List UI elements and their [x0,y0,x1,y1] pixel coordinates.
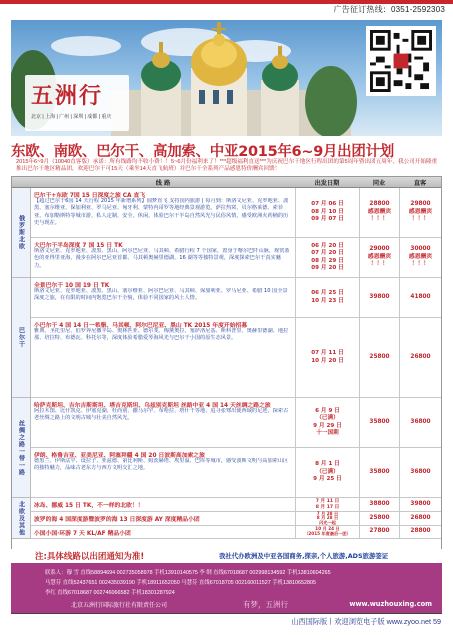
table-row[interactable] [31,278,441,318]
trade-price: 29000 感恩酬宾 ！！！ [359,238,399,277]
route-title: 哈萨克斯坦、吉尔吉斯斯坦、塔吉克斯坦、乌兹别克斯坦 丝路中亚 4 国 14 天丝绸之路之旅 [34,403,271,409]
direct-price: 30000 感恩酬宾 ！！！ [399,238,441,277]
table-row[interactable] [31,498,441,512]
itinerary-table [11,176,442,561]
departure-dates: 10 月 24 日 （2015 年度最后一团） [295,526,359,538]
table-row[interactable] [31,398,441,448]
departure-dates: 06 月 25 日 10 月 23 日 [295,278,359,317]
route-description: 德黑兰、伊斯法罕、设拉子、亚兹德、第比利斯、姆茨赫塔、埃里温、巴库等城市，感受波斯文明与高加索山区的独特魅力，品味古老东方与西方文明交汇之地。 [34,458,289,472]
direct-price: 39800 [399,498,441,511]
departure-dates: 07 月 11 日 10 月 20 日 [295,318,359,397]
contact-panel [11,563,442,613]
col-header-trade-price: 同业 [372,180,386,187]
trade-price: 35800 [359,448,399,497]
route-description: 阿拉木图、比什凯克、伊塞克湖、杜尚别、撒马尔罕、布哈拉、塔什干等地，追寻张骞出使西域的足迹，探索古老丝绸之路上的文明古城与壮美自然风光。 [34,408,289,422]
notice-itinerary-note: 注:具体线路以出团通知为准! [35,552,145,562]
contact-line: 李红 直线67018687 002746066582 手机18301287924 [45,590,175,596]
departure-dates: 7 月 11 日 8 月 17 日 [295,498,359,511]
table-row[interactable] [31,318,441,398]
direct-price: 26800 [399,512,441,525]
direct-price: 36800 [399,448,441,497]
page-headline: 东欧、南欧、巴尔干、高加索、中亚2015年6~9月出团计划 [11,144,394,160]
ad-hotline: 广告征订热线：0351-2592303 [333,5,445,14]
footer-rule [11,613,442,614]
page-footer: 山西国际版丨欢迎浏览电子版 www.zyoo.net 59 [291,617,441,626]
col-header-route: 线 路 [155,180,171,187]
direct-price: 28800 [399,526,441,538]
website-link[interactable]: www.wuzhouxing.com [349,600,432,608]
direct-price: 29800 感恩酬宾 ！！！ [399,188,441,237]
table-row[interactable] [31,238,441,278]
route-title: 小巴尔干 4 国 14 日一希腊、马其顿、阿尔巴尼亚、黑山 TK 2015 年度开始招募 [34,323,248,329]
contact-line: 联系人：穆 雪 直线58894694 002735058978 手机13910140575 李 纲 直线67018687 002998134592 手机13810604265 [45,570,331,576]
brand-slogan: 有梦，五洲行 [243,600,288,609]
group-label: 巴尔干 [12,278,31,398]
col-header-direct-price: 直客 [413,180,427,187]
company-name: 北京五洲行国际旅行社有限责任公司 [71,602,168,609]
departure-dates: 07 月 06 日 08 月 10 日 09 月 07 日 [295,188,359,237]
table-header [12,177,441,188]
trade-price: 35800 [359,398,399,447]
route-description: 斯洛文尼亚、克罗地亚、波黑、黑山、塞尔维亚、阿尔巴尼亚、马其顿、保加利亚、罗马尼亚、希腊 10 国全景深度之旅，在有限的时间内饱览巴尔干全貌，体验不同国家的风土人情。 [34,288,288,302]
table-row[interactable] [31,448,441,498]
route-title: 冰岛、挪威 15 日 TK，不一样的北欧！！ [34,503,144,509]
qr-code[interactable] [366,26,436,96]
route-title: 巴尔干+东欧 7国 15 日深度之旅 CA 直飞 [34,193,146,199]
contact-line: 马慧芬 直线52437651 002435039190 手机18911652050 马慧芬 直线67018705 002160011527 手机13810652805 [45,580,317,586]
col-header-dates: 出发日期 [314,180,340,187]
hero-banner [11,20,442,136]
group-label: 北欧及其他 [12,498,31,539]
trade-price: 25800 [359,512,399,525]
table-row[interactable] [31,526,441,539]
departure-dates: 06 月 20 日 07 月 20 日 08 月 29 日 09 月 20 日 [295,238,359,277]
trade-price: 28800 感恩酬宾 ！！！ [359,188,399,237]
route-title: 波罗的海 4 国深度游暨波罗的海 13 日深度游 AY 深度精品小团 [34,517,200,523]
departure-dates: 7 月 28 日 8 月 28 日 闪光一起 [295,512,359,525]
notice-bar [11,549,442,561]
trade-price: 27800 [359,526,399,538]
route-description: 【超过巴尔干6国 14 天行程 2015 年新增系列】圆梦直飞 支持国内旅游 | 每月到：斯洛文尼亚、克罗地亚、波黑、塞尔维亚、保加利亚、罗马尼亚、匈牙利、蒙特内哥罗等地经典景观游览，萨拉热窝、贝尔格莱德、索菲亚、布加勒斯特等城市游，私人定制、安全、休闲，体验巴尔干半岛自然风光与民俗风情，感受欧洲火药桶的历史与现在。 [34,198,289,227]
departure-dates: 8 月 1 日 （已满） 9 月 25 日 [295,448,359,497]
trade-price: 38800 [359,498,399,511]
brand-logo-text: 五洲行 [31,83,104,109]
route-title: 伊朗、格鲁吉亚、亚美尼亚、阿塞拜疆 4 国 20 日波斯高加索之旅 [34,453,205,459]
table-row[interactable] [31,188,441,238]
route-title: 大巴尔干半岛深度 7 国 15 日 TK [34,243,123,249]
page-subline: 2015年6~9月（10040直客版）承诺：所有线路均不收小费！！5~6月份福利来了！***超级福利直送***为庆祝巴尔干地区行程出团的第5周年暨出团五周年，我公司开始隆重推出巴尔干地区精品团，欢迎巴尔干可15天（乘坐14天直飞航班）并巴尔干全系列产品感恩特价酬宾回馈！ [16,159,438,173]
route-title: 全景巴尔干 10 国 19 日 TK [34,283,110,289]
group-label: 丝绸之路一带一路 [12,398,31,498]
direct-price: 41800 [399,278,441,317]
qr-code-icon [370,30,432,92]
direct-price: 36800 [399,398,441,447]
group-label: 俄罗斯北欧 [12,188,31,278]
route-description: 斯洛文尼亚、克罗地亚、波黑、黑山、阿尔巴尼亚、马其顿、希腊行程 7 个国家，置身于喀尔巴阡山脉，观赏蓝色的亚得里亚海，漫步在阿尔巴尼亚首都、马其顿奥赫里德湖，16 湖等等独特景观，深度探索巴尔干真实魅力。 [34,248,290,269]
brand-cities: 北京 | 上海 | 广州 | 深圳 | 成都 | 重庆 [31,114,112,120]
trade-price: 25800 [359,318,399,397]
departure-dates: 6 月 9 日 （已满） 9 月 29 日 十一国期 [295,398,359,447]
tree-icon [301,60,361,136]
trade-price: 39800 [359,278,399,317]
route-title: 小国小国·环游 7 天 KL/AF 精品小团 [34,531,131,537]
table-row[interactable] [31,512,441,526]
notice-visa-service: 我社代办欧洲及中亚各国商务,探亲,个人旅游,ADS旅游签证 [219,552,389,560]
direct-price: 26800 [399,318,441,397]
route-description: 雅典、圣托里尼、伯罗奔尼撒半岛、奥林匹亚、德尔斐、梅黛奥拉、塞萨洛尼基、斯科普里、奥赫里德湖、地拉那、培拉特、布德瓦、科托尔等，深度体验希腊爱琴海风光与巴尔干小国的原生态风景。 [34,328,289,342]
brand-logo [25,75,129,131]
